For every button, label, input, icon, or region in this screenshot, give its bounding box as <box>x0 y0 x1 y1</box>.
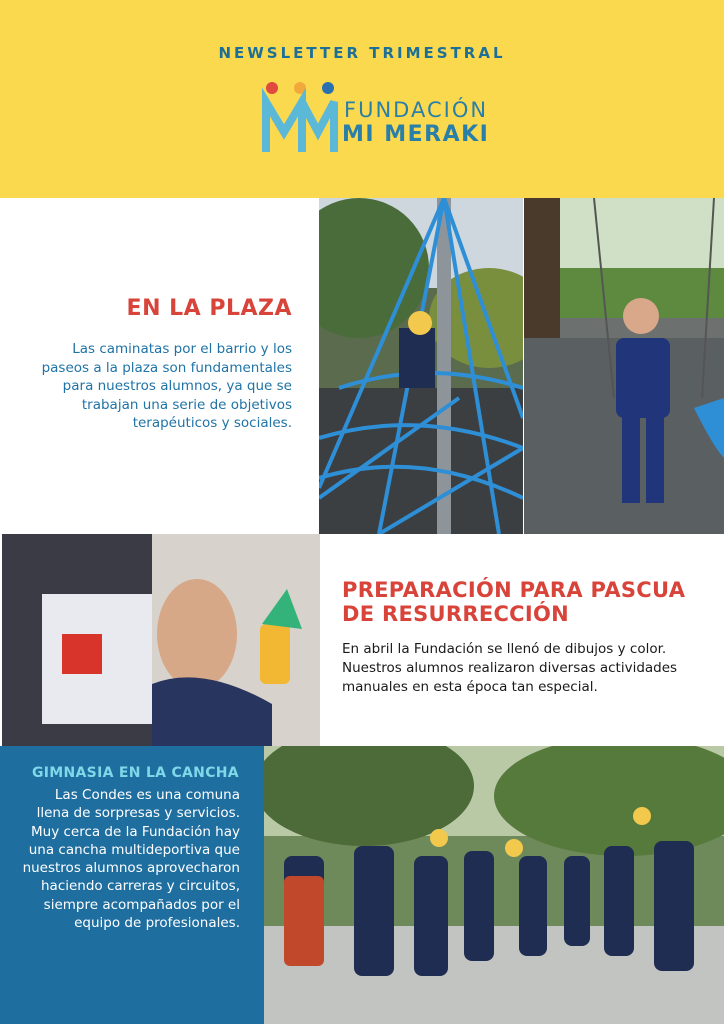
section-body-plaza: Las caminatas por el barrio y los paseos a la plaza son fundamentales para nuestros alumnos, ya que se trabajan una serie de objetivos terapéuticos y sociales. <box>41 341 292 431</box>
section-body-gimnasia: Las Condes es una comuna llena de sorpresas y servicios. Muy cerca de la Fundación hay una cancha multideportiva que nuestros alumnos aprovecharon haciendo carreras y circuitos, siempre acompañados por el equipo de profesionales. <box>22 787 240 932</box>
photo-sports-court <box>264 746 724 1024</box>
section-body-pascua: En abril la Fundación se llenó de dibujos y color. Nuestros alumnos realizaron diversas actividades manuales en esta época tan especial. <box>342 641 678 695</box>
photo-climbing-net <box>319 198 523 534</box>
section-title-plaza: EN LA PLAZA <box>126 296 292 321</box>
section-title-pascua: PREPARACIÓN PARA PASCUA DE RESURRECCIÓN <box>342 578 686 626</box>
newsletter-kicker: NEWSLETTER TRIMESTRAL <box>218 44 506 62</box>
meraki-logo-icon <box>262 80 338 156</box>
fundacion-logo <box>262 80 512 156</box>
header-banner <box>0 0 724 198</box>
logo-text-fundacion: FUNDACIÓN <box>344 98 489 122</box>
photo-swing <box>524 198 724 534</box>
logo-text-mi-meraki: MI MERAKI <box>342 122 490 147</box>
photo-crafts-activity <box>2 534 320 746</box>
section-title-gimnasia: GIMNASIA EN LA CANCHA <box>32 765 239 781</box>
